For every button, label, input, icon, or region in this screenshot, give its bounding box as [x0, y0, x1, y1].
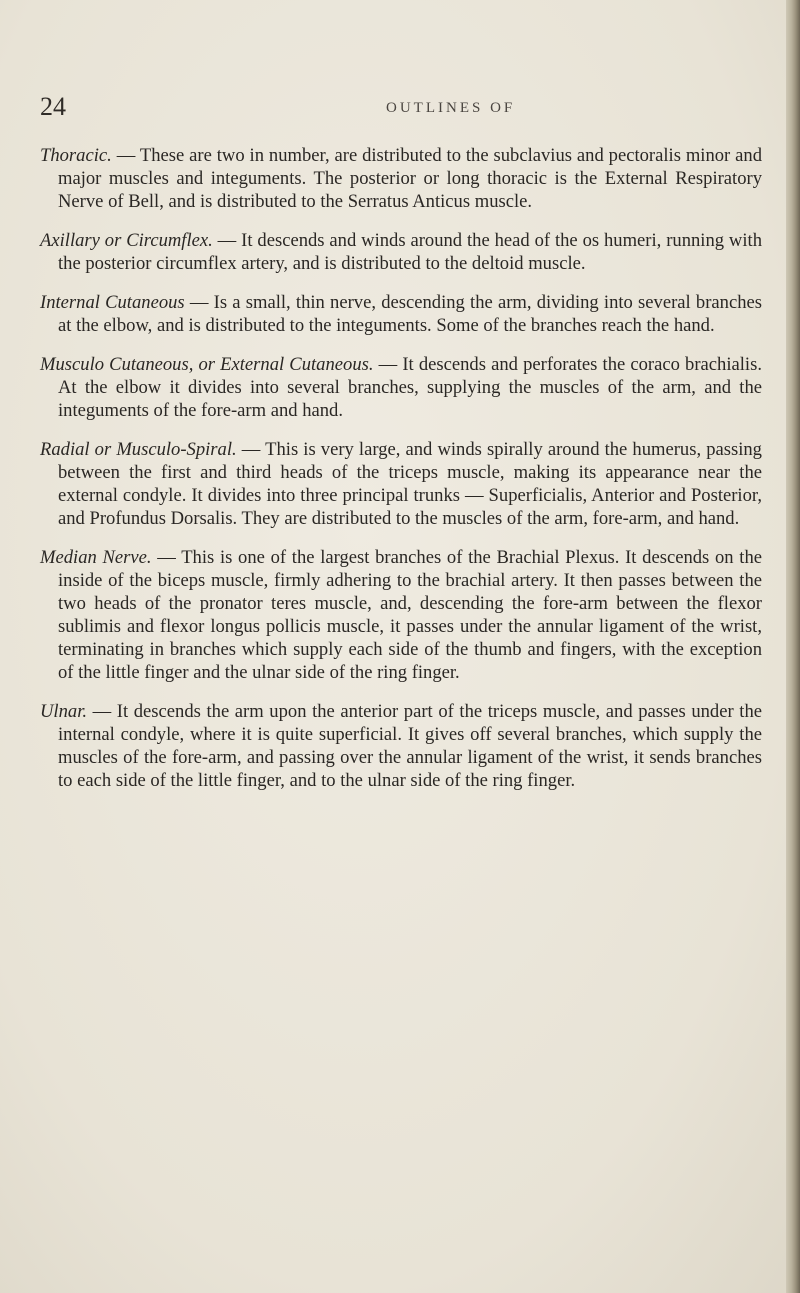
entry-term: Axillary or Circumflex.	[40, 230, 213, 251]
entry-body: — It descends and perforates the coraco brachialis. At the elbow it divides into several branches, supplying the muscles of the arm, and the integuments of the fore-arm and hand.	[58, 354, 762, 421]
entry-body: — Is a small, thin nerve, descending the arm, dividing into several branches at the elbow, and is distributed to the integuments. Some of the branches reach the hand.	[58, 292, 762, 336]
entry-term: Thoracic.	[40, 145, 112, 166]
entry-body: — This is one of the largest branches of the Brachial Plexus. It descends on the inside of the biceps muscle, firmly adhering to the brachial artery. It then passes between the two heads of the pronator teres muscle, and, descending the fore-arm between the flexor sublimis and flexor longus pollicis muscle, it passes under the annular ligament of the wrist, terminating in branches which supply each side of the thumb and fingers, with the exception of the little finger and the ulnar side of the ring finger.	[58, 547, 762, 683]
entry-term: Radial or Musculo-Spiral.	[40, 439, 237, 460]
entry-body: — It descends the arm upon the anterior part of the triceps muscle, and passes under the internal condyle, where it is quite superficial. It gives off several branches, which supply the muscles of the fore-arm, and passing over the annular ligament of the wrist, it sends branches to each side of the little finger, and to the ulnar side of the ring finger.	[58, 701, 762, 791]
entry-body: — This is very large, and winds spirally around the humerus, passing between the first and third heads of the triceps muscle, making its appearance near the external condyle. It divides into three principal trunks — Superficialis, Anterior and Posterior, and Profundus Dorsalis. They are distributed to the muscles of the arm, fore-arm, and hand.	[58, 439, 762, 529]
running-head	[40, 92, 760, 122]
entry-thoracic	[40, 144, 762, 213]
page-number: 24	[40, 92, 66, 121]
body-text	[40, 144, 762, 808]
entry-axillary	[40, 229, 762, 275]
book-spine-edge	[786, 0, 800, 1293]
entry-internal-cutaneous	[40, 291, 762, 337]
entry-median	[40, 546, 762, 684]
entry-term: Median Nerve.	[40, 547, 152, 568]
entry-ulnar	[40, 700, 762, 792]
entry-radial	[40, 438, 762, 530]
entry-term: Ulnar.	[40, 701, 88, 722]
entry-musculo-cutaneous	[40, 353, 762, 422]
entry-term: Musculo Cutaneous, or External Cutaneous.	[40, 354, 374, 375]
entry-body: — It descends and winds around the head of the os humeri, running with the posterior circumflex artery, and is distributed to the deltoid muscle.	[58, 230, 762, 274]
entry-body: — These are two in number, are distributed to the subclavius and pectoralis minor and major muscles and integuments. The posterior or long thoracic is the External Respiratory Nerve of Bell, and is distributed to the Serratus Anticus muscle.	[58, 145, 762, 212]
entry-term: Internal Cutaneous	[40, 292, 185, 313]
running-title: OUTLINES OF	[386, 100, 516, 116]
